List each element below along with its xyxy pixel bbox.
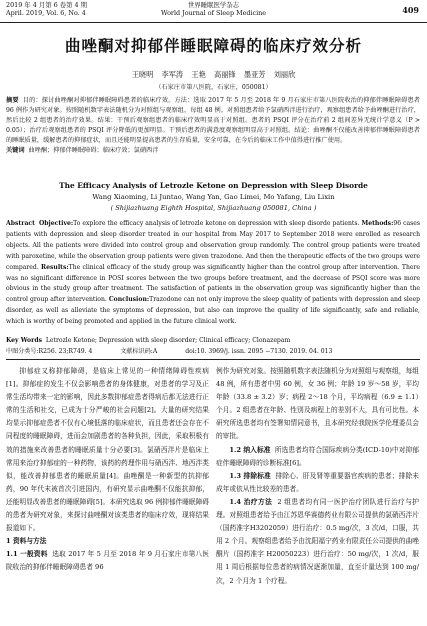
document-code: 文献标识码:A xyxy=(120,348,158,355)
classification-info xyxy=(6,347,420,360)
english-title: The Efficacy Analysis of Letrozle Ketone on Depression with Sleep Disorde xyxy=(59,181,368,190)
en-keywords-label: Key Words xyxy=(6,337,43,344)
subheading-general-data: 1.1 一般资料 xyxy=(6,550,48,559)
abstract-label: 摘要 xyxy=(6,97,19,104)
english-abstract xyxy=(6,219,420,328)
results-label: Results: xyxy=(41,263,69,271)
en-abstract-label: Abstract xyxy=(6,220,35,227)
objective-text: To explore the efficacy analysis of letrozle ketone on depression with sleep disorde patients. xyxy=(73,220,360,227)
general-data-continued: 例作为研究对象。按照随机数字表法随机分为对照组与观察组，每组 48 例，所有患者中男 60 例，女 36 例；年龄 19 岁～58 岁，平均年龄（33.8 ± 3.2）岁；病程 2～18 个月，平均病程（6.9 ± 1.1）个月。2 组患者在年龄、性别及病程上的差别不大，具有可比性。本研究所选患者均有签署知情同意书，且本研究经我院医学伦理委员会的审批。 xyxy=(216,367,419,441)
conclusion-text: Trazodone can not only improve the sleep quality of patients with depression and sleep disorder, as well as alleviate the symptoms of depression, but also can improve the quality of life significantly, safe and reliable, which is worthy of being promoted and applied in the future clinical work. xyxy=(6,296,420,326)
journal-name-en: World Journal of Sleep Medicine xyxy=(160,9,267,17)
results-text: The clinical efficacy of the study group was significantly higher than the control group after intervention. There was no significant difference in POSI scores between the two groups before treatment, and the decrease of PSQI score was more obvious in the study group after treatment. The satisfaction of patients in the observation group was significantly higher than the control group after intervention. xyxy=(6,263,421,304)
conclusion-label: Conclusion: xyxy=(108,296,150,304)
methods-label: Methods: xyxy=(361,220,394,227)
author-list: 王晓明 李军涛 王艳 高丽锋 墨亚芳 刘丽欣 xyxy=(131,70,296,79)
treatment-paragraph xyxy=(216,496,419,588)
intro-paragraph: 抑郁症又称抑郁障碍，是临床上常见的一种情绪障碍性疾病[1]。抑郁症的发生不仅会影响患者的身体健康，对患者的学习及正常生活均带来一定的影响，因此多数抑郁症患者得病后都无法进行正常的生活和社交，已成为十分严峻的社会问题[2]。大量的研究结果均显示抑郁症患者不仅有心境低落的临床症状，而且患者还会存在不同程度的睡眠障碍，进而会加剧患者的各种负担，因此，采取积极有效的措施来改善患者的睡眠质量十分必要[3]。氯硝西泮片是临床上常用来治疗抑郁症的一种药物，该药的药理作用与硝西泮、地西泮类似，能改善抑郁患者的睡眠质量[4]。曲唑酮是一种新型的抗抑郁药，90 年代末被首次引进国内，有研究显示曲唑酮不仅能抗抑郁，还能明显改善患者的睡眠障碍[5]。本研究选取 96 例抑郁伴睡眠障碍的患者为研究对象，来探讨曲唑酮对该类患者的临床疗效，现将结果报道如下。 xyxy=(6,367,209,533)
subheading-treatment: 1.4 治疗方法 xyxy=(229,497,273,506)
section-heading-materials: 1 资料与方法 xyxy=(6,537,47,546)
objective-label: Objective: xyxy=(38,220,74,227)
keywords-label: 关键词 xyxy=(6,147,25,154)
article-title: 曲唑酮对抑郁伴睡眠障碍的临床疗效分析 xyxy=(64,36,362,55)
general-data-text: 选取 2017 年 5 月至 2018 年 9 月石家庄市第八医院收治的抑郁伴睡眠障碍患者 96 xyxy=(6,550,209,572)
methods-text: 96 cases patients with depression and sleep disorder treated in our hospital from May 2017 to September 2018 were enrolled as research objects. All the patients were divided into control group and observation group randomly. The control group patients were treated with paroxetine, while the observation group patients were given trazodone. And then the therapeutic effects of the two groups were compared. xyxy=(6,220,421,271)
english-authors: Wang Xiaoming, Li Juntao, Wang Yan, Gao Limei, Mo Yafang, Liu Lixin xyxy=(92,193,335,201)
subheading-inclusion: 1.2 纳入标准 xyxy=(229,445,271,454)
journal-name xyxy=(0,1,427,17)
general-data-paragraph xyxy=(6,548,209,574)
english-keywords xyxy=(6,336,420,346)
en-keywords-text: Letrozle Ketone; Depression with sleep disorder; Clinical efficacy; Clonazepam xyxy=(45,337,291,344)
abstract-text: 目的：探讨曲唑酮对抑郁伴睡眠障碍患者的临床疗效。方法：选取 2017 年 5 月至 2018 年 9 月石家庄市第八医院收治的抑郁伴睡眠障碍患者 96 例作为研究对象。按照随机数字表法随机分为对照组与观察组，每组 48 例。对照组患者给予氯硝西泮进行治疗，观察组患者给予曲唑酮进行治疗，然后比较 2 组患者的治疗效果。结果：干预后观察组患者的临床疗效明显高于对照组。患者的 PSQI 评分在治疗前 2 组间差异无统计学意义（P > 0.05）；治疗后观察组患者的 PSQI 评分降低的更加明显。干预后患者的满意度观察组明显高于对照组。结论：曲唑酮不仅能改善抑郁伴睡眠障碍患者的睡眠质量，缓解患者的抑郁症状，而且还能明显提高患者的生存质量，安全可靠，在今后的临床工作中值得进行推广使用。 xyxy=(6,97,420,144)
inclusion-text: 所选患者均符合国际疾病分类(ICD-10)中对抑郁症伴睡眠障碍的诊断标准[6]。 xyxy=(216,445,419,467)
exclusion-paragraph xyxy=(216,470,419,496)
running-header xyxy=(0,0,427,23)
page-number: 409 xyxy=(402,5,419,15)
treatment-text: 2 组患者均有同一医护治疗团队进行治疗与护理。对照组患者给予由江苏恩华赛德药业有限公司提供的氯硝西泮片（国药准字H3202059）进行治疗：0.5 mg/次，3 次/d，口服，共用 2 个月。观察组患者给予由沈阳福宁药业有限责任公司提供的曲唑酮片（国药准字 H20050223）进行治疗：50 mg/次，1 次/d，服用 1 周后根据每位患者的病情况逐渐加量，直至计量达到 100 mg/次，2 个月为 1 个疗程。 xyxy=(216,497,419,585)
affiliation: （石家庄市第八医院，石家庄，050081） xyxy=(155,84,272,91)
body-column-left xyxy=(6,365,209,575)
inclusion-paragraph xyxy=(216,444,419,470)
chinese-abstract xyxy=(6,96,420,156)
subheading-exclusion: 1.3 排除标准 xyxy=(229,471,271,480)
journal-name-cn: 世界睡眠医学杂志 xyxy=(187,1,240,9)
english-affiliation: ( Shijiazhuang Eighth Hospital, Shijiazhuang 050081, China ) xyxy=(110,204,317,212)
keywords-text: 曲唑酮；抑郁伴睡眠障碍；临床疗效；氯硝西泮 xyxy=(28,147,159,154)
doi: doi:10. 3969/j. issn. 2095 −7130. 2019. 04. 013 xyxy=(185,348,333,355)
issue-en: April. 2019, Vol. 6, No. 4 xyxy=(6,9,86,17)
exclusion-text: 排除心、肝及肾等重要器官疾病的患者；排除未成年或依从性比较差的患者。 xyxy=(216,471,419,493)
issue-cn: 2019 年 4 月第 6 卷第 4 期 xyxy=(6,1,88,9)
body-column-right xyxy=(216,365,419,588)
clc-number: 中图分类号:R256. 23;R749. 4 xyxy=(6,348,93,355)
